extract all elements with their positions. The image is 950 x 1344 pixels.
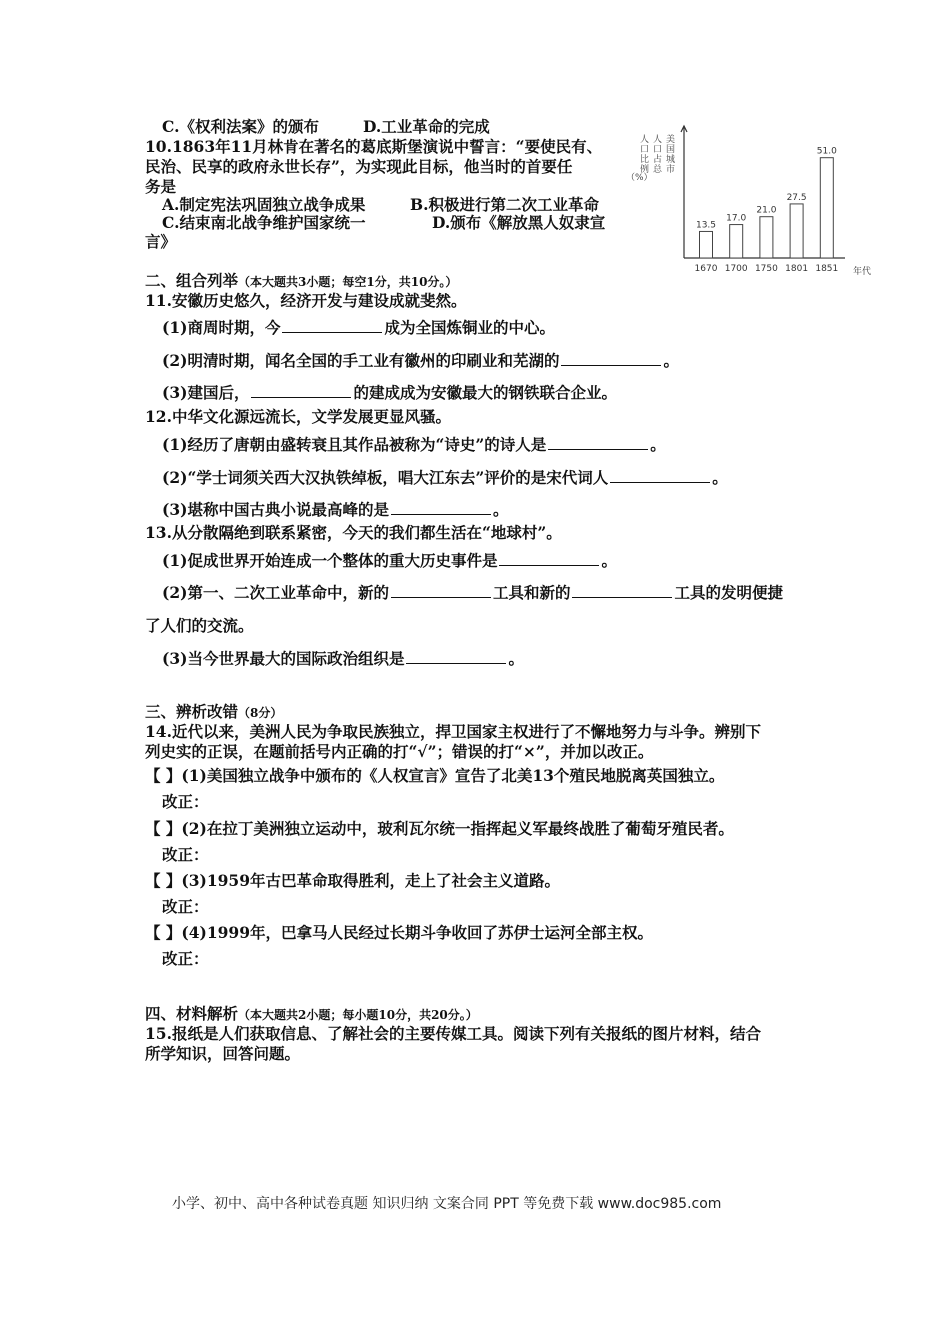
answer-blank[interactable] xyxy=(282,318,382,333)
q12-part1 xyxy=(162,433,666,455)
q10-option-c: C.结束南北战争维护国家统一 xyxy=(162,213,366,232)
q11-p1-text-b: 成为全国炼铜业的中心。 xyxy=(384,318,555,337)
section4-note: （本大题共2小题；每小题10分，共20分。） xyxy=(238,1008,478,1022)
q13-part2 xyxy=(162,581,783,603)
q11-p3-text-a: (3)建国后， xyxy=(162,383,250,402)
q12-p3-text-a: (3)堪称中国古典小说最高峰的是 xyxy=(162,500,389,519)
bar-1801 xyxy=(790,204,803,258)
x-tick-label: 1670 xyxy=(694,264,718,274)
page-footer: 小学、初中、高中各种试卷真题 知识归纳 文案合同 PPT 等免费下载 www.doc985.com xyxy=(172,1196,722,1212)
y-axis-label-col: 人口占总 xyxy=(653,135,663,175)
q13-part3 xyxy=(162,647,524,669)
q15-stem-line1: 15.报纸是人们获取信息、了解社会的主要传媒工具。阅读下列有关报纸的图片材料，结合 xyxy=(145,1024,761,1043)
q14-item3-correction[interactable]: 改正： xyxy=(162,897,209,916)
q14-item2 xyxy=(145,817,734,839)
answer-blank[interactable] xyxy=(572,583,672,598)
section2-heading xyxy=(145,271,457,292)
section2-title: 二、组合列举 xyxy=(145,271,239,290)
q11-part1 xyxy=(162,316,555,338)
q14-item3-text: (3)1959年古巴革命取得胜利，走上了社会主义道路。 xyxy=(181,871,560,890)
q14-item4-text: (4)1999年，巴拿马人民经过长期斗争收回了苏伊士运河全部主权。 xyxy=(181,923,654,942)
q12-stem: 12.中华文化源远流长，文学发展更显风骚。 xyxy=(145,407,451,426)
q13-p2-text-a: (2)第一、二次工业革命中，新的 xyxy=(162,583,389,602)
bar-value-label: 13.5 xyxy=(695,220,717,231)
x-tick-label: 1700 xyxy=(724,264,748,274)
q10-stem-line3: 务是 xyxy=(145,177,177,196)
q11-stem: 11.安徽历史悠久，经济开发与建设成就斐然。 xyxy=(145,291,467,310)
answer-blank[interactable] xyxy=(561,351,661,366)
bar-1670 xyxy=(700,231,713,258)
q14-item1 xyxy=(145,764,724,786)
answer-bracket[interactable]: 【 】 xyxy=(145,871,182,890)
answer-bracket[interactable]: 【 】 xyxy=(145,766,182,785)
urban-population-chart xyxy=(620,118,880,280)
section4-title: 四、材料解析 xyxy=(145,1004,239,1023)
q12-p2-text-a: (2)“学士词须关西大汉执铁绰板，唱大江东去”评价的是宋代词人 xyxy=(162,468,609,487)
x-tick-label: 1750 xyxy=(754,264,778,274)
q13-p2-text-c: 工具的发明便捷 xyxy=(674,583,783,602)
bar-1700 xyxy=(730,225,743,258)
q14-item2-text: (2)在拉丁美洲独立运动中，玻利瓦尔统一指挥起义军最终战胜了葡萄牙殖民者。 xyxy=(181,819,734,838)
q11-p1-text-a: (1)商周时期，今 xyxy=(162,318,281,337)
q14-item1-correction[interactable]: 改正： xyxy=(162,792,209,811)
answer-blank[interactable] xyxy=(610,468,710,483)
bar-1851 xyxy=(820,158,833,258)
q11-p2-text-a: (2)明清时期，闻名全国的手工业有徽州的印刷业和芜湖的 xyxy=(162,351,560,370)
q11-p2-text-b: 。 xyxy=(663,351,679,370)
answer-blank[interactable] xyxy=(406,649,506,664)
q12-p3-text-b: 。 xyxy=(492,500,509,519)
y-axis-label-col: 人口比例 xyxy=(640,135,650,175)
q14-item1-text: (1)美国独立战争中颁布的《人权宣言》宣告了北美13个殖民地脱离英国独立。 xyxy=(181,766,725,785)
q9-option-c: C.《权利法案》的颁布 xyxy=(162,117,319,136)
q10-option-b: B.积极进行第二次工业革命 xyxy=(410,195,599,214)
q14-stem-line2: 列史实的正误，在题前括号内正确的打“√”；错误的打“×”，并加以改正。 xyxy=(145,742,654,761)
q12-p1-text-a: (1)经历了唐朝由盛转衰且其作品被称为“诗史”的诗人是 xyxy=(162,435,547,454)
bar-value-label: 17.0 xyxy=(726,213,747,224)
q10-option-d: D.颁布《解放黑人奴隶宣 xyxy=(432,213,606,232)
q13-p1-text-b: 。 xyxy=(601,551,617,570)
q12-part2 xyxy=(162,466,728,488)
answer-bracket[interactable]: 【 】 xyxy=(145,923,182,942)
bar-value-label: 27.5 xyxy=(786,192,807,203)
answer-bracket[interactable]: 【 】 xyxy=(145,819,182,838)
q13-stem: 13.从分散隔绝到联系紧密，今天的我们都生活在“地球村”。 xyxy=(145,523,562,542)
section3-heading xyxy=(145,702,282,723)
q10-stem-line2: 民治、民享的政府永世长存”，为实现此目标，他当时的首要任 xyxy=(145,157,573,176)
q12-part3 xyxy=(162,498,508,520)
y-axis-label-col: （%） xyxy=(626,173,653,183)
answer-blank[interactable] xyxy=(499,551,599,566)
q11-part3 xyxy=(162,381,617,403)
q14-item3 xyxy=(145,869,560,891)
section4-heading xyxy=(145,1004,478,1025)
q13-p3-text-a: (3)当今世界最大的国际政治组织是 xyxy=(162,649,405,668)
q11-part2 xyxy=(162,349,679,371)
q10-option-d-cont: 言》 xyxy=(145,232,177,251)
answer-blank[interactable] xyxy=(251,383,351,398)
answer-blank[interactable] xyxy=(548,435,648,450)
x-axis-label: 年代 xyxy=(853,267,872,277)
q14-item2-correction[interactable]: 改正： xyxy=(162,845,209,864)
q13-part1 xyxy=(162,549,617,571)
q14-item4 xyxy=(145,921,653,943)
bar-value-label: 51.0 xyxy=(816,146,837,157)
answer-blank[interactable] xyxy=(391,500,491,515)
q13-p3-text-b: 。 xyxy=(508,649,524,668)
q10-option-a: A.制定宪法巩固独立战争成果 xyxy=(162,195,366,214)
q14-item4-correction[interactable]: 改正： xyxy=(162,949,209,968)
x-tick-label: 1801 xyxy=(785,264,809,274)
section3-note: （8分） xyxy=(238,706,283,720)
x-tick-label: 1851 xyxy=(815,264,839,274)
q10-stem-line1: 10.1863年11月林肯在著名的葛底斯堡演说中誓言：“要使民有、 xyxy=(145,137,603,156)
bar-1750 xyxy=(760,217,773,258)
q12-p1-text-b: 。 xyxy=(650,435,666,454)
q13-p2-text-b: 工具和新的 xyxy=(492,583,571,602)
q12-p2-text-b: 。 xyxy=(712,468,728,487)
q9-option-d: D.工业革命的完成 xyxy=(363,117,490,136)
q14-stem-line1: 14.近代以来，美洲人民为争取民族独立，捍卫国家主权进行了不懈地努力与斗争。辨别下 xyxy=(145,722,761,741)
q13-part2-cont: 了人们的交流。 xyxy=(145,616,254,635)
section3-title: 三、辨析改错 xyxy=(145,702,239,721)
q13-p1-text-a: (1)促成世界开始连成一个整体的重大历史事件是 xyxy=(162,551,498,570)
answer-blank[interactable] xyxy=(391,583,491,598)
q15-stem-line2: 所学知识，回答问题。 xyxy=(145,1044,301,1063)
bar-value-label: 21.0 xyxy=(756,205,777,216)
q11-p3-text-b: 的建成成为安徽最大的钢铁联合企业。 xyxy=(353,383,617,402)
section2-note: （本大题共3小题；每空1分，共10分。） xyxy=(238,275,458,289)
y-axis-label-col: 美国城市 xyxy=(666,135,676,175)
